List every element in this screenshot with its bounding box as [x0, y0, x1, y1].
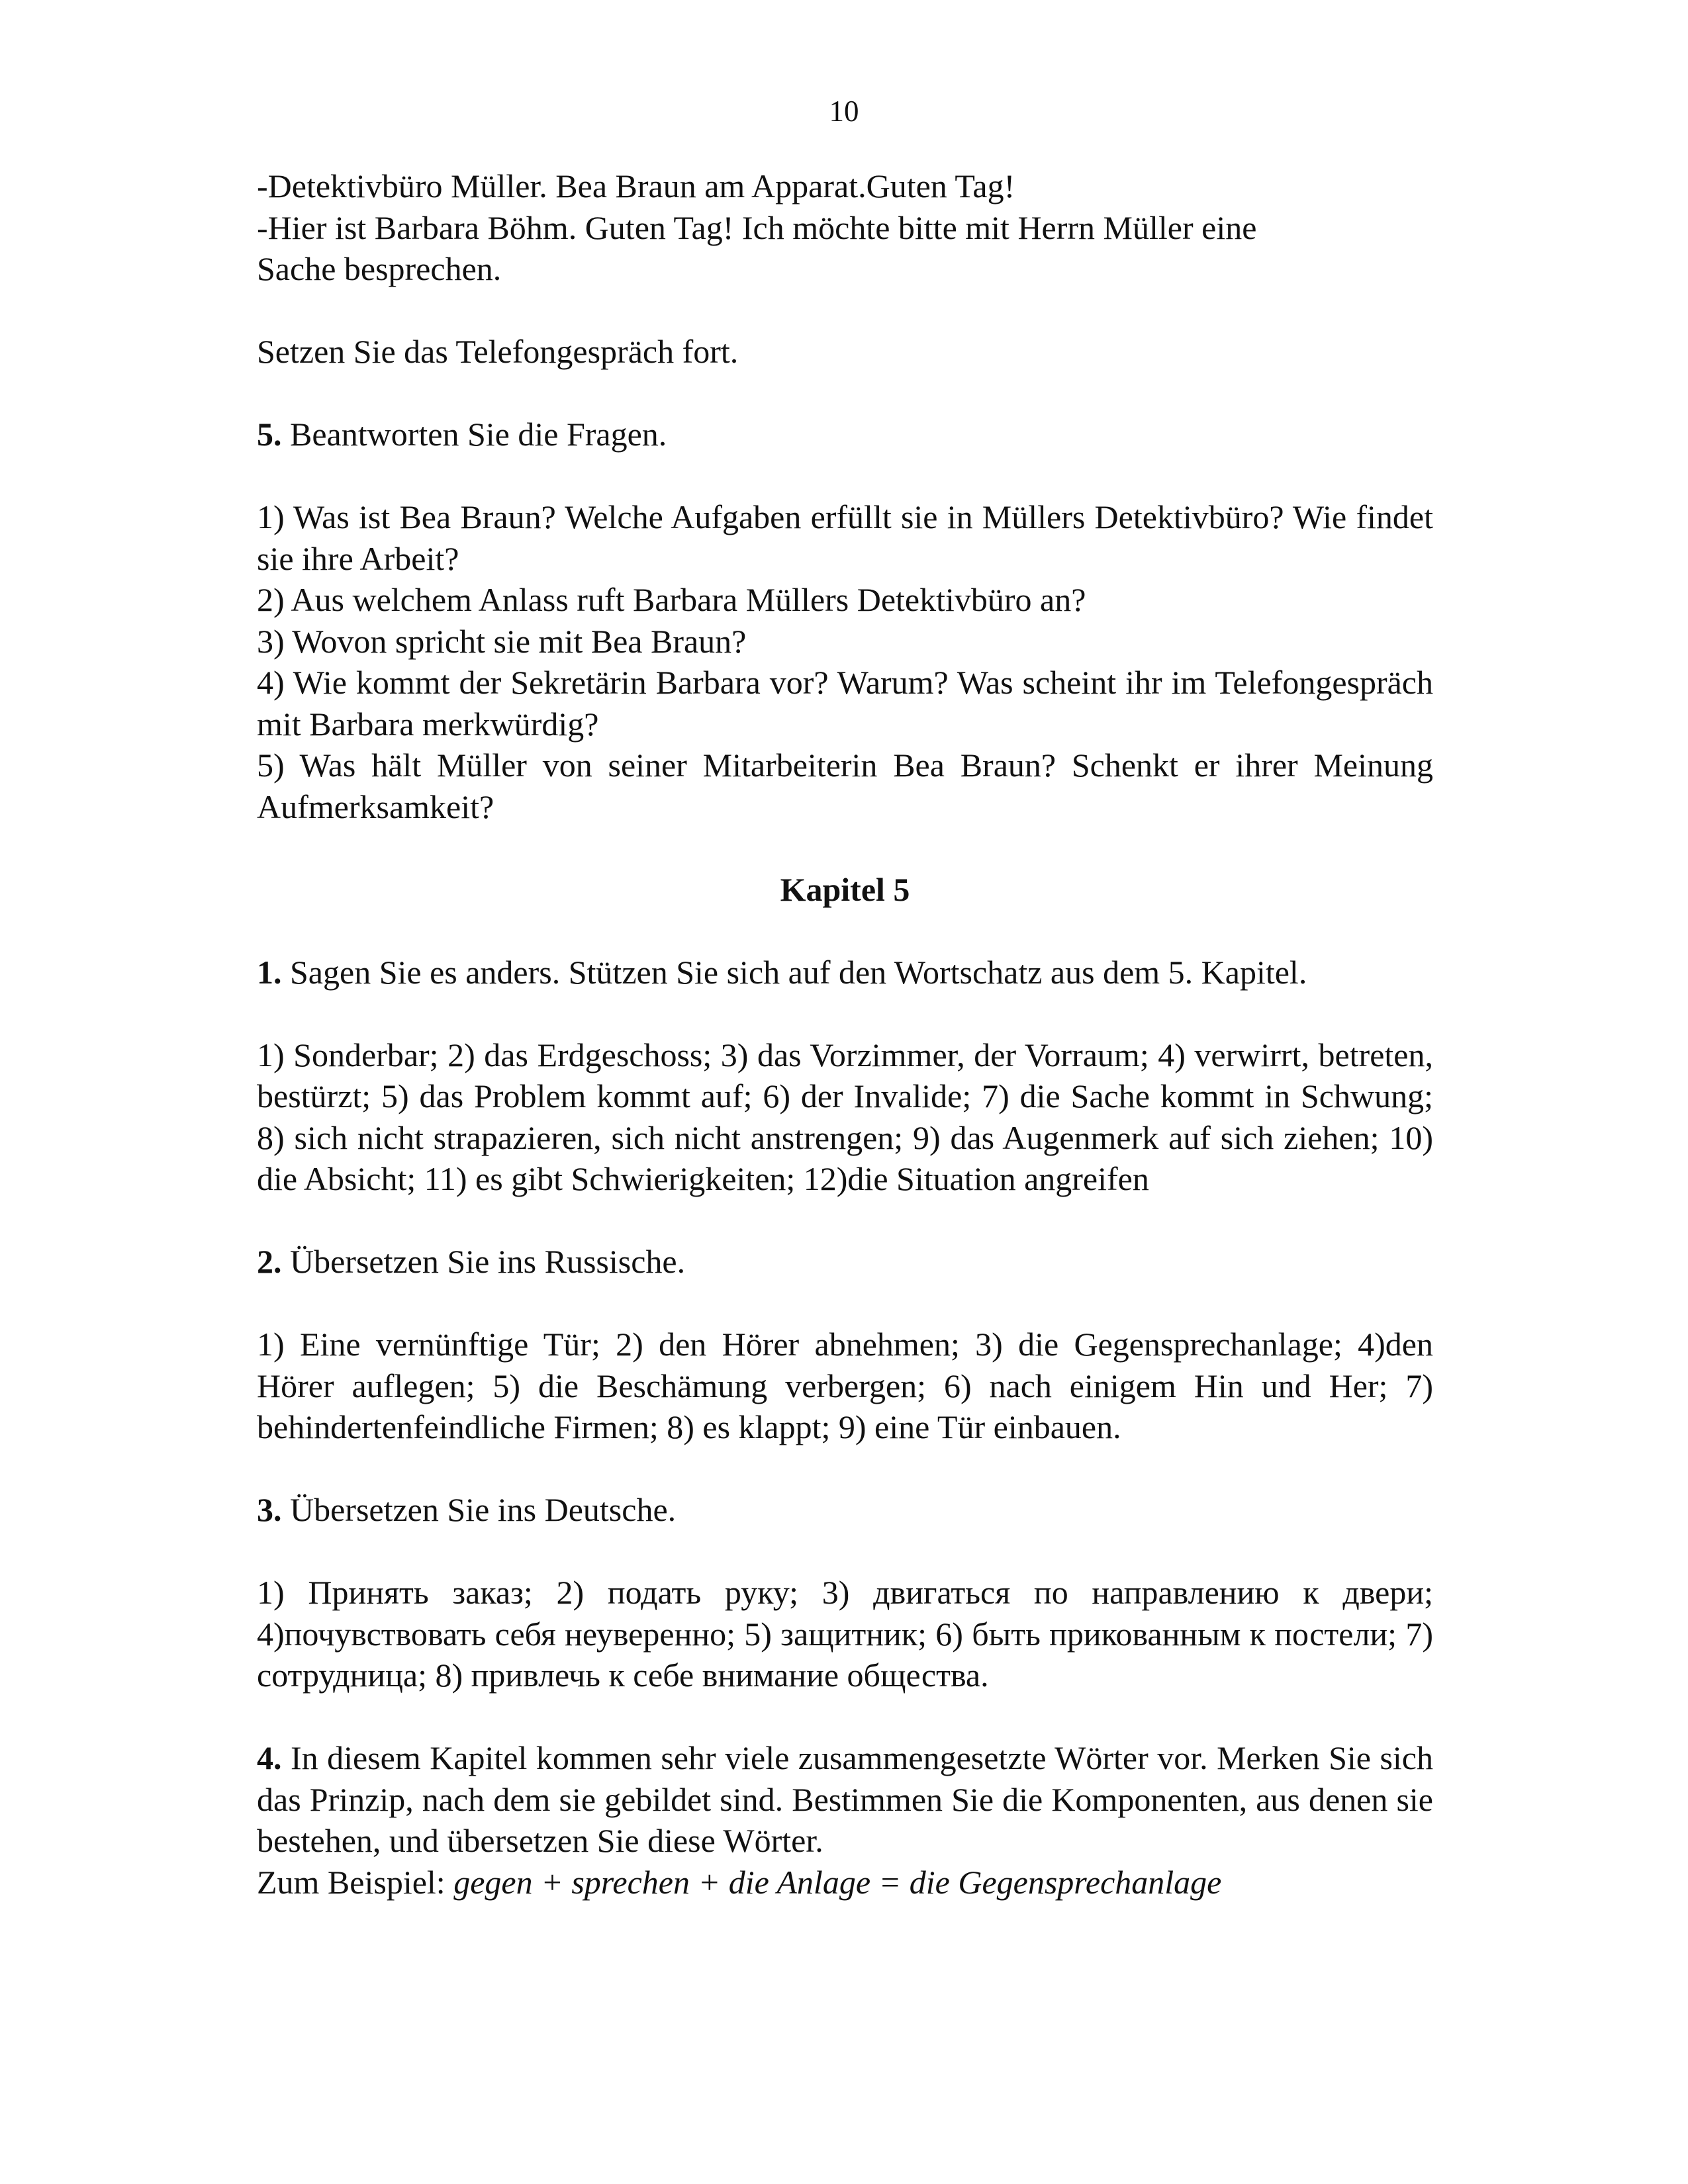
question-5: 5) Was hält Müller von seiner Mitarbeiterin Bea Braun? Schenkt er ihrer Meinung Aufmerksamkeit?	[257, 747, 1433, 825]
spacer	[257, 1200, 1433, 1242]
continue-instruction: Setzen Sie das Telefongespräch fort.	[257, 333, 739, 370]
exercise-1-number: 1.	[257, 953, 282, 991]
page-content	[257, 165, 1433, 1903]
task-4-text	[257, 1737, 1433, 1862]
question-2: 2) Aus welchem Anlass ruft Barbara Müllers Detektivbüro an?	[257, 581, 1086, 618]
spacer	[257, 993, 1433, 1034]
question-4: 4) Wie kommt der Sekretärin Barbara vor? Warum? Was scheint ihr im Telefongespräch mit Barbara merkwürdig?	[257, 664, 1433, 743]
exercise-2-body: 1) Eine vernünftige Tür; 2) den Hörer abnehmen; 3) die Gegensprechanlage; 4)den Hörer auflegen; 5) die Beschämung verbergen; 6) nach einigem Hin und Her; 7) behindertenfeindliche Firmen; 8) es klappt; 9) eine Tür einbauen.	[257, 1326, 1433, 1445]
exercise-3-title: Übersetzen Sie ins Deutsche.	[290, 1491, 677, 1528]
task-4-number: 4.	[257, 1739, 282, 1776]
spacer	[257, 1283, 1433, 1324]
question-3: 3) Wovon spricht sie mit Bea Braun?	[257, 622, 747, 660]
spacer	[257, 1696, 1433, 1738]
spacer	[257, 373, 1433, 414]
exercise-3-body: 1) Принять заказ; 2) подать руку; 3) двигаться по направлению к двери; 4)почувствовать себя неуверенно; 5) защитник; 6) быть прикованным к постели; 7) сотрудница; 8) привлечь к себе внимание общества.	[257, 1574, 1433, 1694]
exercise-1-body: 1) Sonderbar; 2) das Erdgeschoss; 3) das Vorzimmer, der Vorraum; 4) verwirrt, betreten, bestürzt; 5) das Problem kommt auf; 6) der Invalide; 7) die Sache kommt in Schwung; 8) sich nicht strapazieren, sich nicht anstrengen; 9) das Augenmerk auf sich ziehen; 10) die Absicht; 11) es gibt Schwierigkeiten; 12)die Situation angreifen	[257, 1036, 1433, 1197]
page-number: 10	[829, 95, 859, 128]
task-5-number: 5.	[257, 416, 282, 453]
example-label: Zum Beispiel:	[257, 1863, 445, 1901]
dialog-line-1: -Detektivbüro Müller. Bea Braun am Apparat.Guten Tag!	[257, 167, 1015, 205]
exercise-1-heading	[257, 952, 1433, 993]
task-5-title: Beantworten Sie die Fragen.	[290, 416, 667, 453]
chapter-title: Kapitel 5	[780, 870, 910, 908]
spacer	[257, 1448, 1433, 1490]
task-5-heading	[257, 414, 1433, 455]
example-formula: gegen + sprechen + die Anlage = die Gegensprechanlage	[453, 1863, 1222, 1901]
exercise-2-heading	[257, 1241, 1433, 1283]
exercise-3-number: 3.	[257, 1491, 282, 1528]
dialog-line-2: -Hier ist Barbara Böhm. Guten Tag! Ich möchte bitte mit Herrn Müller eine Sache besprechen.	[257, 208, 1257, 287]
spacer	[257, 827, 1433, 869]
spacer	[257, 290, 1433, 332]
spacer	[257, 910, 1433, 952]
spacer	[257, 1531, 1433, 1572]
exercise-2-number: 2.	[257, 1243, 282, 1280]
question-1: 1) Was ist Bea Braun? Welche Aufgaben erfüllt sie in Müllers Detektivbüro? Wie findet sie ihre Arbeit?	[257, 498, 1433, 577]
exercise-2-title: Übersetzen Sie ins Russische.	[290, 1243, 686, 1280]
exercise-1-title: Sagen Sie es anders. Stützen Sie sich auf den Wortschatz aus dem 5. Kapitel.	[290, 953, 1307, 991]
spacer	[257, 455, 1433, 497]
task-4-example	[257, 1862, 1433, 1903]
exercise-3-heading	[257, 1489, 1433, 1531]
task-4-instruction: In diesem Kapitel kommen sehr viele zusammengesetzte Wörter vor. Merken Sie sich das Prinzip, nach dem sie gebildet sind. Bestimmen Sie die Komponenten, aus denen sie bestehen, und übersetzen Sie diese Wörter.	[257, 1739, 1433, 1859]
